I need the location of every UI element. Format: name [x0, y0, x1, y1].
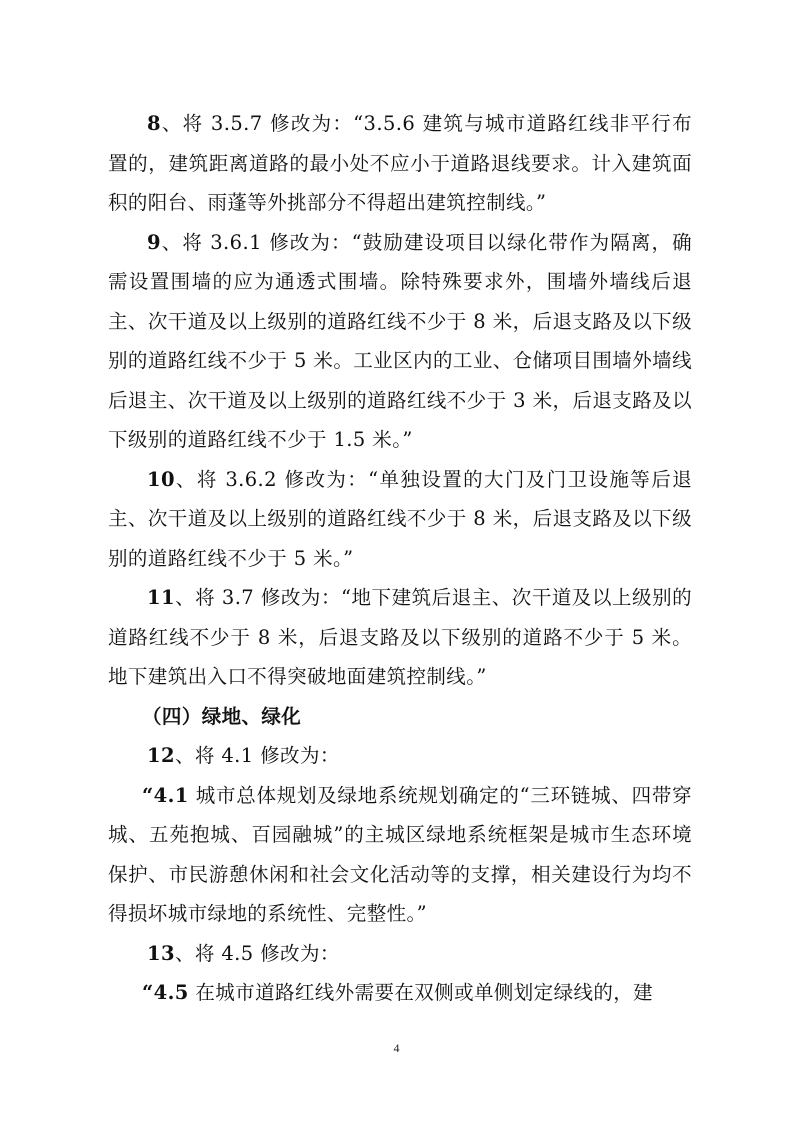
paragraph-item-11: [108, 578, 692, 697]
item-separator: 、: [174, 586, 196, 609]
item-separator: 、: [160, 112, 183, 135]
item-number: 12: [147, 744, 175, 767]
item-number: 11: [147, 586, 175, 609]
item-text: 将 3.7 修改为：“地下建筑后退主、次干道及以上级别的道路红线不少于 8 米，后退支路及以下级别的道路不少于 5 米。地下建筑出入口不得突破地面建筑控制线。”: [108, 586, 693, 688]
clause-text: 在城市道路红线外需要在双侧或单侧划定绿线的，建: [188, 981, 654, 1004]
item-number: 9: [147, 230, 161, 254]
clause-text: 城市总体规划及绿地系统规划确定的“三环链城、四带穿城、五苑抱城、百园融城”的主城区绿地系统框架是城市生态环境保护、市民游憩休闲和社会文化活动等的支撑，相关建设行为均不得损坏城市绿地的系统性、完整性。”: [108, 783, 692, 925]
paragraph-item-9: [108, 223, 692, 460]
quote-clause-4-1: [108, 776, 692, 934]
item-number: 13: [147, 941, 175, 965]
item-separator: 、: [174, 744, 195, 767]
item-separator: 、: [160, 230, 183, 254]
paragraph-item-13: [108, 934, 692, 974]
clause-number: 4.1: [153, 783, 189, 807]
quote-open: “: [142, 981, 154, 1004]
clause-number: 4.5: [153, 981, 189, 1004]
item-text: 将 4.1 修改为：: [194, 744, 340, 767]
item-number: 10: [147, 467, 175, 491]
item-text: 将 3.5.7 修改为：“3.5.6 建筑与城市道路红线非平行布置的，建筑距离道路的最小处不应小于道路退线要求。计入建筑面积的阳台、雨蓬等外挑部分不得超出建筑控制线。”: [108, 112, 692, 214]
item-separator: 、: [174, 467, 197, 491]
paragraph-item-10: [108, 460, 692, 579]
item-number: 8: [147, 112, 161, 135]
quote-clause-4-5: [108, 973, 692, 1013]
item-text: 将 4.5 修改为：: [194, 941, 340, 965]
page-number: 4: [393, 1041, 400, 1055]
item-text: 将 3.6.2 修改为：“单独设置的大门及门卫设施等后退主、次干道及以上级别的道路红线不少于 8 米，后退支路及以下级别的道路红线不少于 5 米。”: [108, 467, 692, 570]
page-body: [108, 104, 692, 1013]
item-separator: 、: [174, 941, 195, 965]
paragraph-item-12: [108, 736, 692, 776]
item-text: 将 3.6.1 修改为：“鼓励建设项目以绿化带作为隔离，确需设置围墙的应为通透式围墙。除特殊要求外，围墙外墙线后退主、次干道及以上级别的道路红线不少于 8 米，后退支路及以下级别的道路红线不少于 5 米。工业区内的工业、仓储项目围墙外墙线后退主、次干道及以上级别的道路红线不少于 3 米，后退支路及以下级别的道路红线不少于 1.5 米。”: [108, 230, 692, 451]
paragraph-item-8: [108, 104, 692, 223]
section-heading: （四）绿地、绿化: [142, 704, 302, 728]
quote-open: “: [142, 783, 154, 807]
